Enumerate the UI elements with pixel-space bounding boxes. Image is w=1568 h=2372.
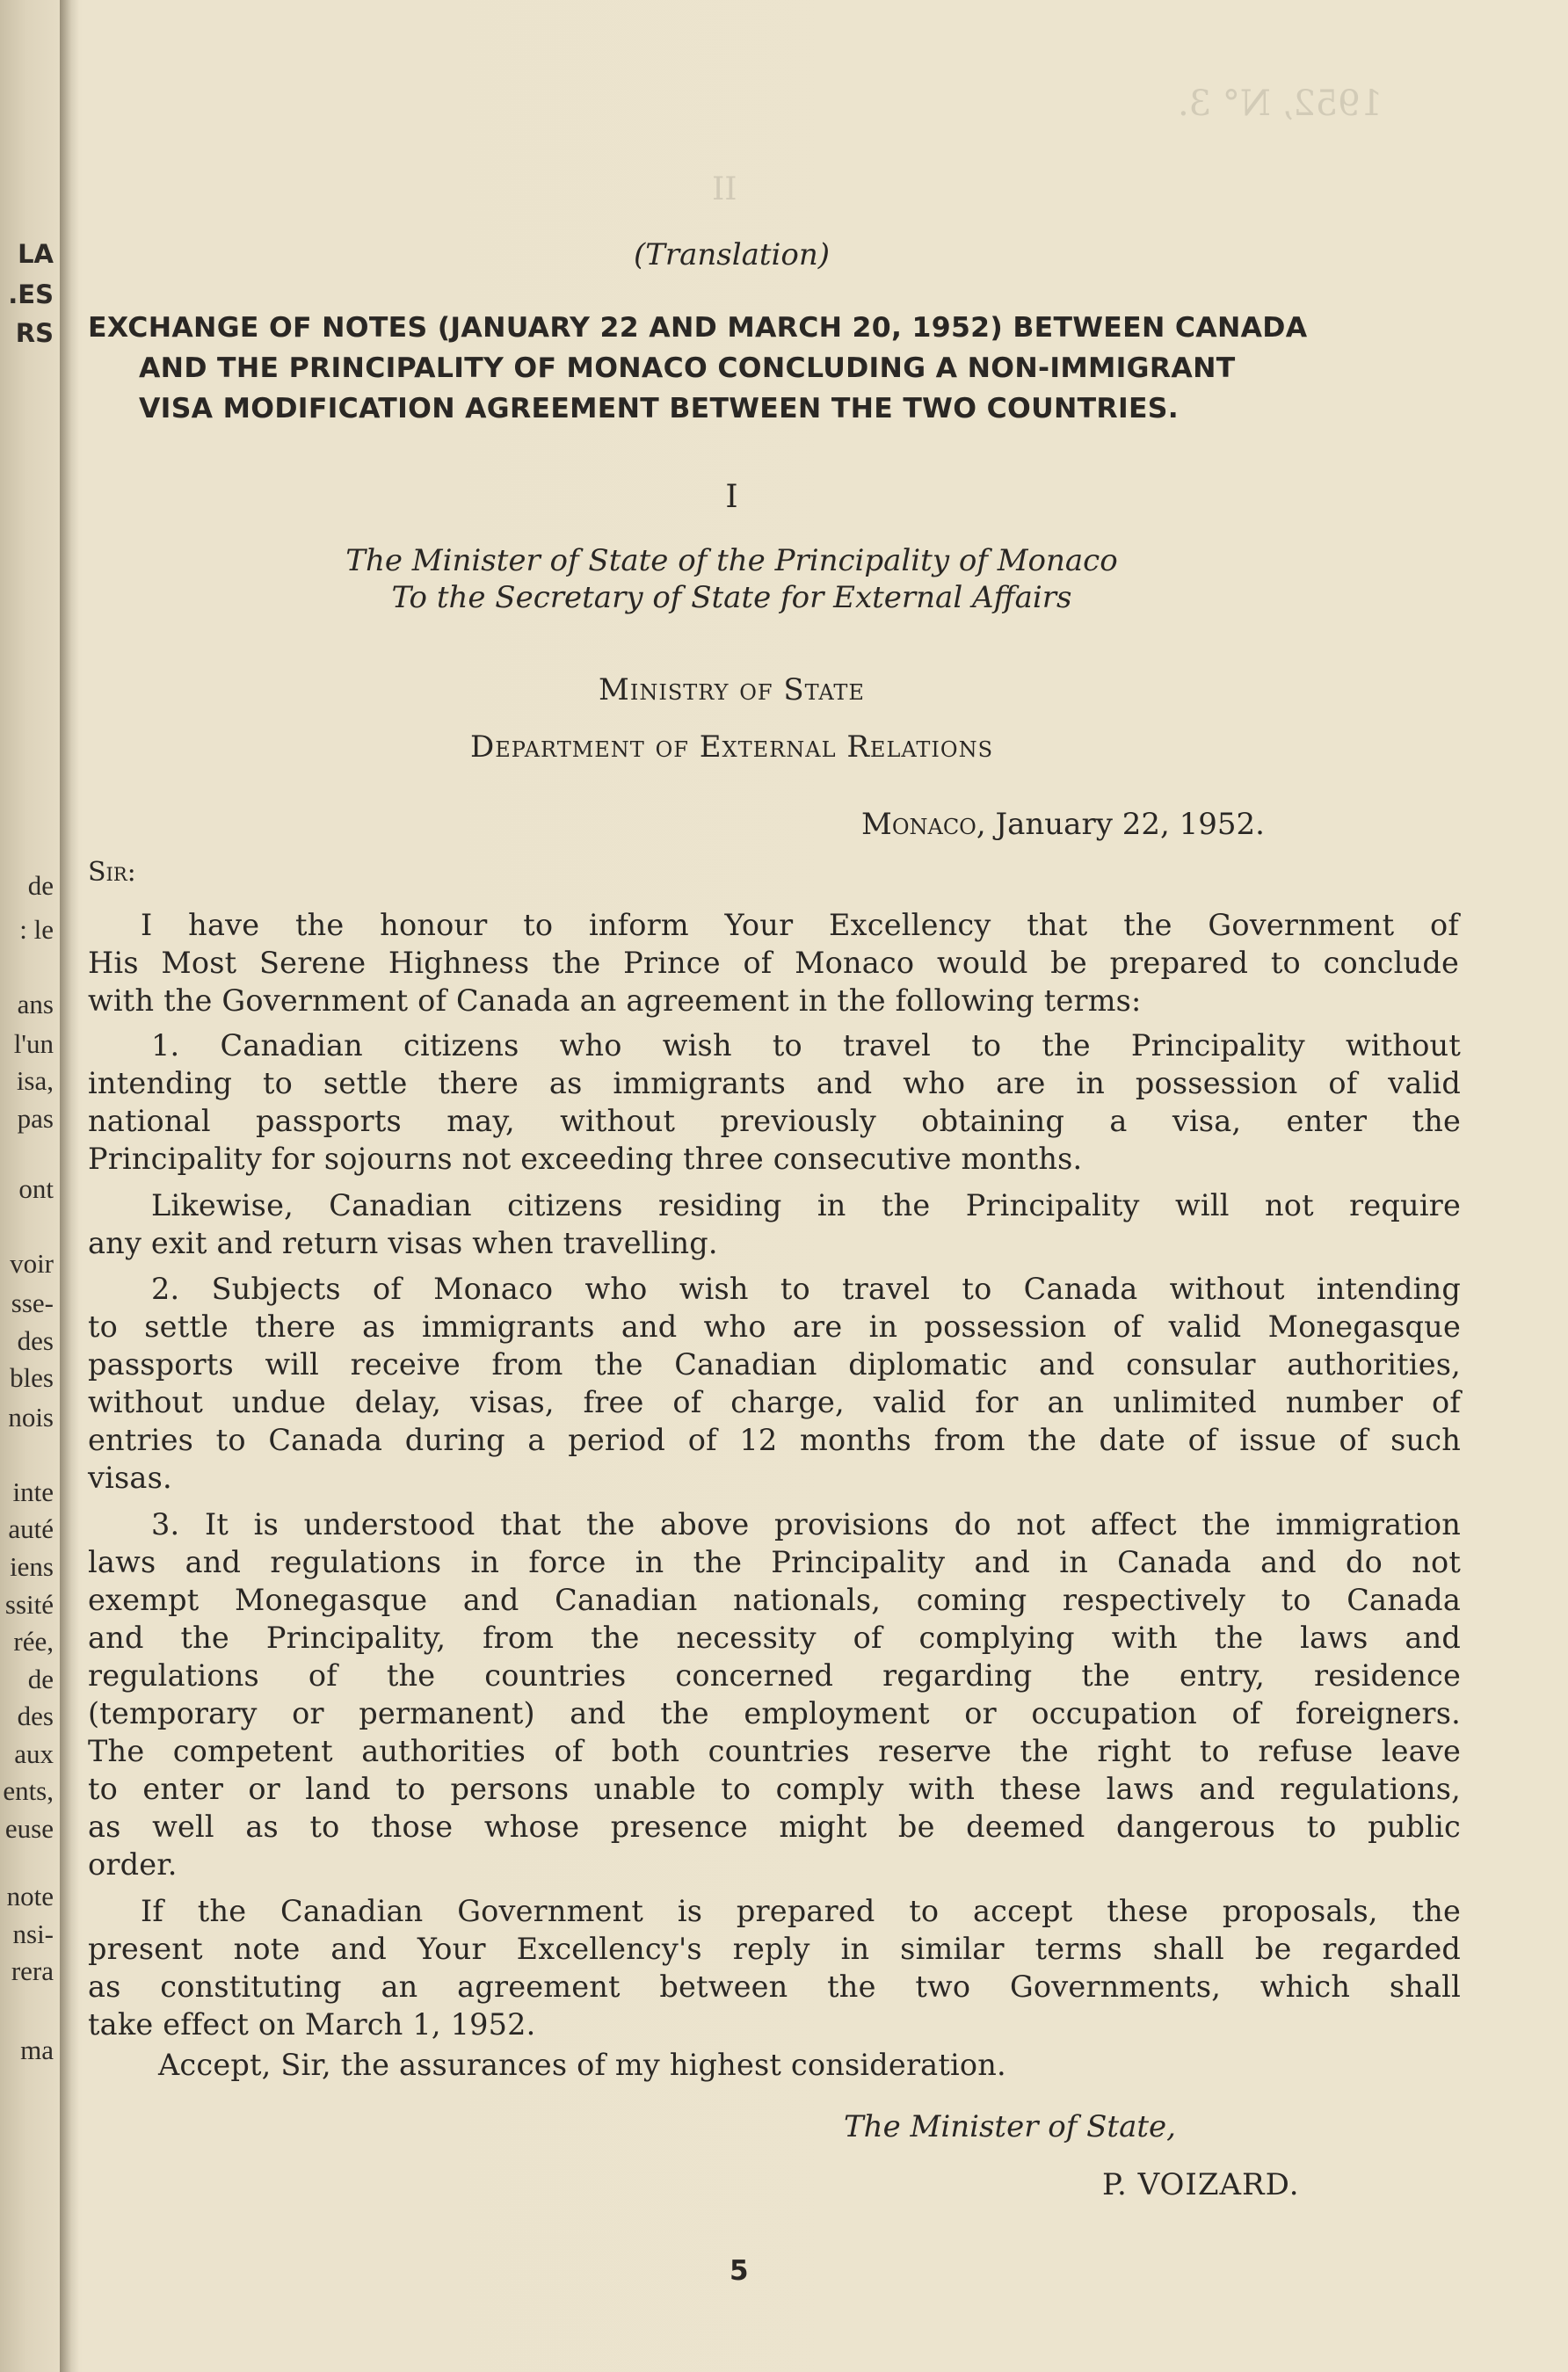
body-line: and the Principality, from the necessity of complying with the laws and <box>88 1621 1461 1655</box>
body-line: take effect on March 1, 1952. <box>88 2007 536 2042</box>
body-line: present note and Your Excellency's reply in similar terms shall be regarded <box>88 1932 1461 1966</box>
body-line: without undue delay, visas, free of charge, valid for an unlimited number of <box>88 1385 1461 1419</box>
body-line: His Most Serene Highness the Prince of Monaco would be prepared to conclude <box>88 946 1459 980</box>
margin-fragment: LA <box>18 239 54 269</box>
margin-fragment: rera <box>11 1955 54 1986</box>
margin-fragment: des <box>17 1701 54 1731</box>
body-line: laws and regulations in force in the Principality and in Canada and do not <box>88 1545 1461 1579</box>
margin-fragment: ans <box>17 989 54 1019</box>
margin-fragment: inte <box>12 1476 54 1507</box>
body-line: regulations of the countries concerned regarding the entry, residence <box>88 1658 1461 1693</box>
margin-fragment: des <box>17 1325 54 1356</box>
body-line: to settle there as immigrants and who are in possession of valid Monegasque <box>88 1309 1461 1344</box>
signature-name: P. VOIZARD. <box>1102 2167 1300 2202</box>
recipient-line: To the Secretary of State for External Affairs <box>391 580 1072 615</box>
signature-title: The Minister of State, <box>844 2109 1176 2144</box>
body-line: entries to Canada during a period of 12 months from the date of issue of such <box>88 1423 1461 1457</box>
margin-fragment: ssité <box>4 1589 54 1620</box>
body-line: I have the honour to inform Your Excellency that the Government of <box>141 908 1459 942</box>
adjacent-page-margin <box>0 0 66 2372</box>
heading-line: VISA MODIFICATION AGREEMENT BETWEEN THE TWO COUNTRIES. <box>139 393 1180 424</box>
sender-line: The Minister of State of the Principality of Monaco <box>345 543 1118 578</box>
closing-line: Accept, Sir, the assurances of my highest consideration. <box>158 2048 1006 2082</box>
body-line: to enter or land to persons unable to comply with these laws and regulations, <box>88 1772 1461 1806</box>
body-line: The competent authorities of both countries reserve the right to refuse leave <box>88 1734 1461 1768</box>
margin-fragment: : le <box>19 914 54 945</box>
page-number: 5 <box>730 2255 749 2287</box>
margin-fragment: pas <box>17 1103 54 1134</box>
margin-fragment: aux <box>14 1738 54 1769</box>
body-line: 1. Canadian citizens who wish to travel to the Principality without <box>151 1028 1461 1063</box>
body-line: intending to settle there as immigrants and who are in possession of valid <box>88 1066 1461 1100</box>
margin-fragment: sse- <box>11 1288 54 1318</box>
heading-line: EXCHANGE OF NOTES (JANUARY 22 AND MARCH 20, 1952) BETWEEN CANADA <box>88 312 1308 344</box>
section-number: I <box>725 479 738 515</box>
body-line: If the Canadian Government is prepared to accept these proposals, the <box>141 1894 1461 1928</box>
body-line: passports will receive from the Canadian diplomatic and consular authorities, <box>88 1347 1461 1382</box>
margin-fragment: l'un <box>13 1028 54 1059</box>
body-line: national passports may, without previously obtaining a visa, enter the <box>88 1104 1461 1138</box>
margin-fragment: ents, <box>3 1775 54 1806</box>
margin-fragment: rée, <box>13 1626 54 1657</box>
body-line: visas. <box>88 1461 172 1495</box>
body-line: order. <box>88 1847 178 1882</box>
body-line: with the Government of Canada an agreement in the following terms: <box>88 983 1142 1018</box>
margin-fragment: voir <box>10 1248 54 1279</box>
body-line: any exit and return visas when travelling. <box>88 1226 718 1260</box>
show-through-text: II <box>712 171 737 207</box>
margin-fragment: .ES <box>8 279 54 309</box>
margin-fragment: euse <box>4 1813 54 1844</box>
body-line: as well as to those whose presence might be deemed dangerous to public <box>88 1810 1461 1844</box>
margin-fragment: ont <box>18 1173 54 1204</box>
margin-fragment: nois <box>8 1402 54 1433</box>
body-line: Principality for sojourns not exceeding three consecutive months. <box>88 1142 1083 1176</box>
translation-label: (Translation) <box>633 237 831 272</box>
margin-fragment: iens <box>10 1551 54 1582</box>
margin-fragment: auté <box>8 1513 54 1544</box>
margin-fragment: de <box>27 1664 54 1694</box>
margin-fragment: note <box>6 1881 54 1911</box>
margin-fragment: bles <box>10 1362 54 1393</box>
margin-fragment: nsi- <box>12 1919 54 1949</box>
heading-line: AND THE PRINCIPALITY OF MONACO CONCLUDING A NON-IMMIGRANT <box>139 352 1236 384</box>
margin-fragment: isa, <box>16 1065 54 1096</box>
salutation: Sir: <box>88 857 136 888</box>
date-value: January 22, 1952. <box>995 807 1265 842</box>
margin-fragment: RS <box>15 318 54 348</box>
show-through-text: 1952, N° 3. <box>1178 83 1383 124</box>
body-line: exempt Monegasque and Canadian nationals, coming respectively to Canada <box>88 1583 1461 1617</box>
body-line: 2. Subjects of Monaco who wish to travel to Canada without intending <box>151 1272 1461 1306</box>
body-line: 3. It is understood that the above provisions do not affect the immigration <box>151 1507 1461 1541</box>
date-place: Monaco, <box>861 807 986 842</box>
body-line: (temporary or permanent) and the employment or occupation of foreigners. <box>88 1696 1461 1730</box>
body-line: Likewise, Canadian citizens residing in the Principality will not require <box>151 1188 1461 1222</box>
document-heading <box>88 308 1406 429</box>
body-line: as constituting an agreement between the two Governments, which shall <box>88 1969 1461 2004</box>
ministry-heading: Ministry of State <box>599 672 865 707</box>
binding-gutter <box>60 0 79 2372</box>
margin-fragment: ma <box>20 2035 54 2065</box>
dateline <box>861 807 1265 842</box>
margin-fragment: de <box>27 870 54 901</box>
department-heading: Department of External Relations <box>469 729 994 765</box>
